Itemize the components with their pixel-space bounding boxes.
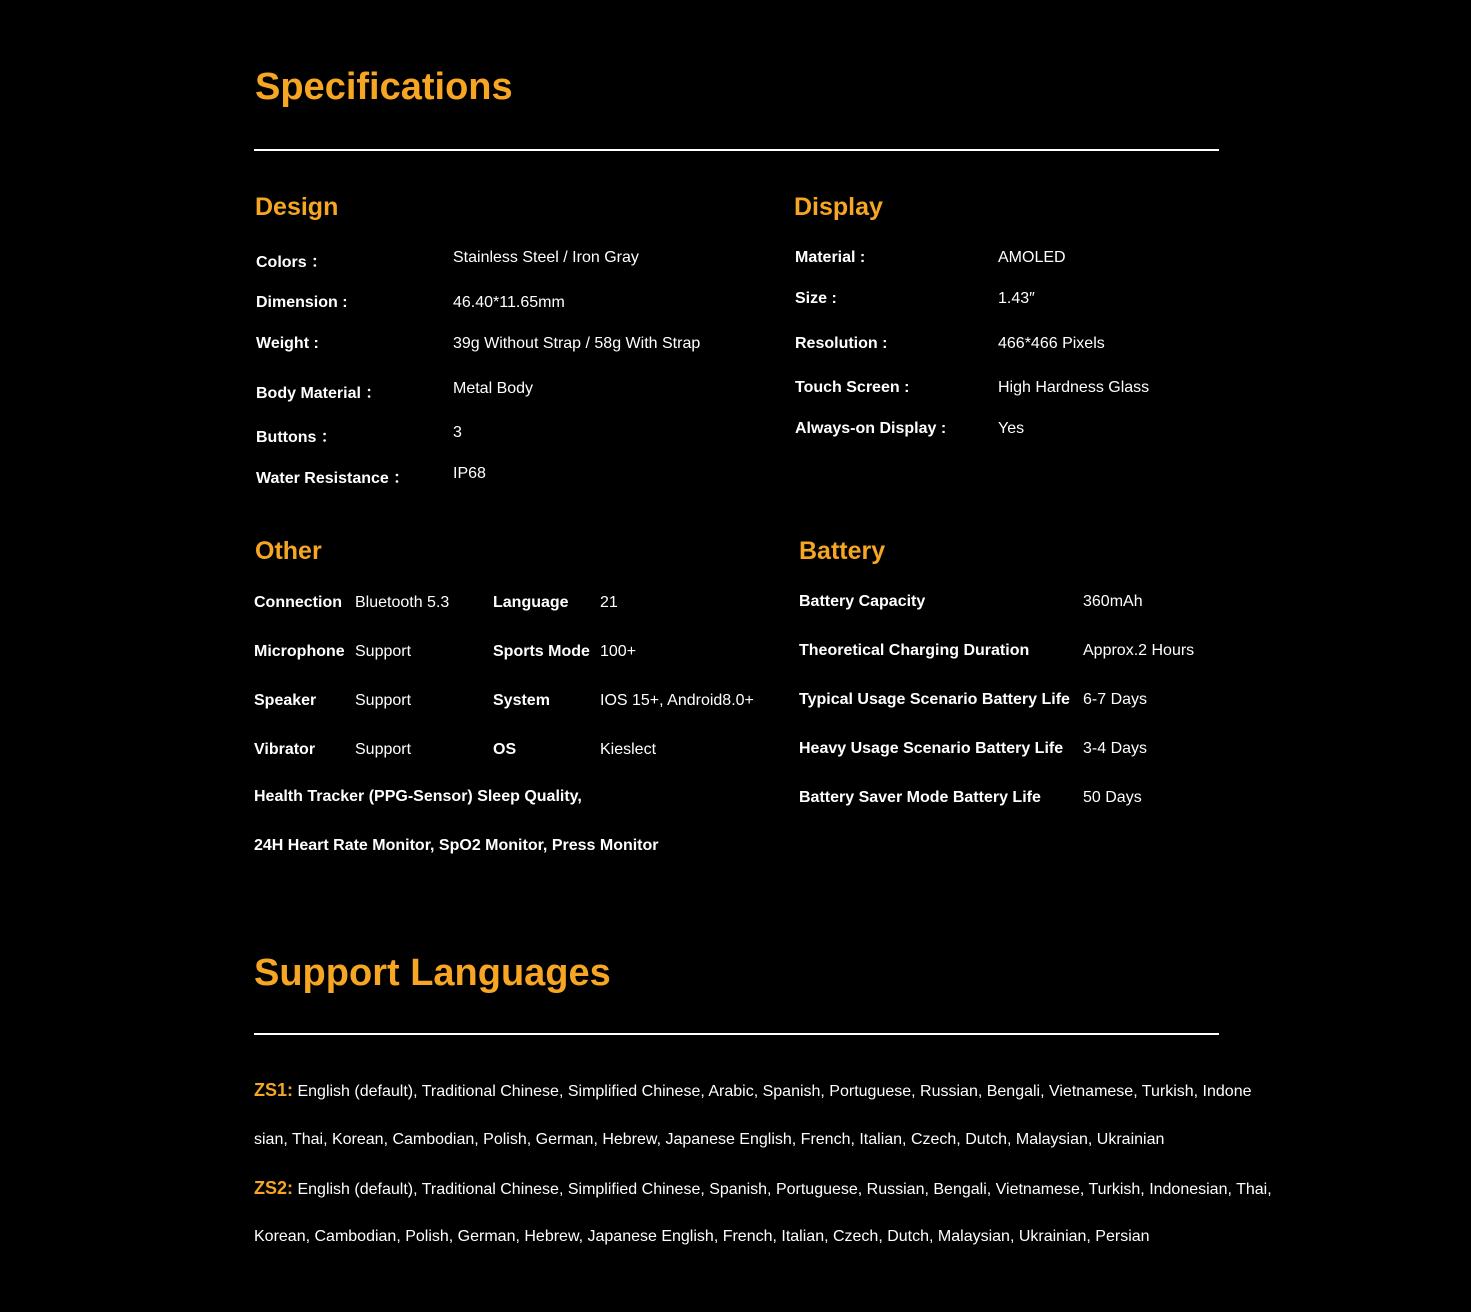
battery-value-saver: 50 Days: [1083, 789, 1142, 806]
design-label-colors: Colors ：: [256, 254, 328, 271]
battery-value-heavy: 3-4 Days: [1083, 740, 1148, 757]
battery-label-capacity: Battery Capacity: [799, 593, 926, 610]
display-label-touch-screen: Touch Screen :: [795, 379, 910, 396]
other-value-system: IOS 15+, Android8.0+: [600, 692, 754, 709]
design-label-weight: Weight :: [256, 335, 319, 352]
display-value-always-on: Yes: [998, 420, 1025, 437]
design-title: Design: [255, 193, 339, 221]
zs2-line-2: Korean, Cambodian, Polish, German, Hebrew, Japanese English, French, Italian, Czech, Dutch, Malaysian, Ukrainian, Persian: [254, 1228, 1150, 1245]
battery-value-capacity: 360mAh: [1083, 593, 1143, 610]
zs1-line-2: sian, Thai, Korean, Cambodian, Polish, German, Hebrew, Japanese English, French, Italian, Czech, Dutch, Malaysian, Ukrainian: [254, 1131, 1165, 1148]
other-label-speaker: Speaker: [254, 692, 317, 709]
zs1-tag: ZS1:: [254, 1080, 294, 1100]
other-label-os: OS: [493, 741, 517, 758]
battery-label-heavy: Heavy Usage Scenario Battery Life: [799, 740, 1064, 757]
design-value-dimension: 46.40*11.65mm: [453, 294, 565, 311]
health-tracker-line-2: 24H Heart Rate Monitor, SpO2 Monitor, Press Monitor: [254, 837, 659, 854]
design-value-water-resistance: IP68: [453, 465, 486, 482]
design-label-water-resistance: Water Resistance ：: [256, 470, 410, 487]
other-value-language: 21: [600, 594, 618, 611]
zs2-tag: ZS2:: [254, 1178, 294, 1198]
display-value-resolution: 466*466 Pixels: [998, 335, 1105, 352]
other-label-connection: Connection: [254, 594, 342, 611]
other-label-microphone: Microphone: [254, 643, 345, 660]
design-label-buttons: Buttons ：: [256, 429, 337, 446]
display-value-size: 1.43″: [998, 290, 1035, 307]
battery-label-charging: Theoretical Charging Duration: [799, 642, 1030, 659]
specifications-title: Specifications: [255, 66, 513, 108]
zs2-text-1: English (default), Traditional Chinese, Simplified Chinese, Spanish, Portuguese, Russian, Bengali, Vietnamese, Turkish, Indonesian, Thai,: [297, 1181, 1272, 1198]
health-tracker-line-1: Health Tracker (PPG-Sensor) Sleep Quality,: [254, 788, 582, 805]
other-value-os: Kieslect: [600, 741, 657, 758]
other-value-speaker: Support: [355, 692, 412, 709]
display-label-size: Size :: [795, 290, 837, 307]
zs2-line-1: [254, 1178, 1272, 1199]
design-value-colors: Stainless Steel / Iron Gray: [453, 249, 639, 266]
other-label-sports-mode: Sports Mode: [493, 643, 590, 660]
other-label-vibrator: Vibrator: [254, 741, 316, 758]
spec-divider: [254, 149, 1219, 151]
display-title: Display: [794, 193, 883, 221]
design-label-dimension: Dimension :: [256, 294, 348, 311]
support-languages-title: Support Languages: [254, 952, 611, 994]
battery-value-charging: Approx.2 Hours: [1083, 642, 1195, 659]
other-title: Other: [255, 537, 322, 565]
other-value-connection: Bluetooth 5.3: [355, 594, 450, 611]
display-value-touch-screen: High Hardness Glass: [998, 379, 1150, 396]
zs1-line-1: [254, 1080, 1251, 1101]
display-label-always-on: Always-on Display :: [795, 420, 947, 437]
other-value-sports-mode: 100+: [600, 643, 637, 660]
design-value-weight: 39g Without Strap / 58g With Strap: [453, 335, 701, 352]
design-value-buttons: 3: [453, 424, 462, 441]
other-label-language: Language: [493, 594, 569, 611]
design-label-body-material: Body Material ：: [256, 385, 382, 402]
battery-label-typical: Typical Usage Scenario Battery Life: [799, 691, 1070, 708]
other-value-vibrator: Support: [355, 741, 412, 758]
display-label-resolution: Resolution :: [795, 335, 888, 352]
battery-value-typical: 6-7 Days: [1083, 691, 1148, 708]
display-value-material: AMOLED: [998, 249, 1066, 266]
zs1-text-1: English (default), Traditional Chinese, Simplified Chinese, Arabic, Spanish, Portuguese, Russian, Bengali, Vietnamese, Turkish, Indone: [297, 1083, 1252, 1100]
battery-label-saver: Battery Saver Mode Battery Life: [799, 789, 1041, 806]
display-label-material: Material :: [795, 249, 866, 266]
other-label-system: System: [493, 692, 550, 709]
languages-divider: [254, 1033, 1219, 1035]
design-value-body-material: Metal Body: [453, 380, 534, 397]
battery-title: Battery: [799, 537, 886, 565]
other-value-microphone: Support: [355, 643, 412, 660]
